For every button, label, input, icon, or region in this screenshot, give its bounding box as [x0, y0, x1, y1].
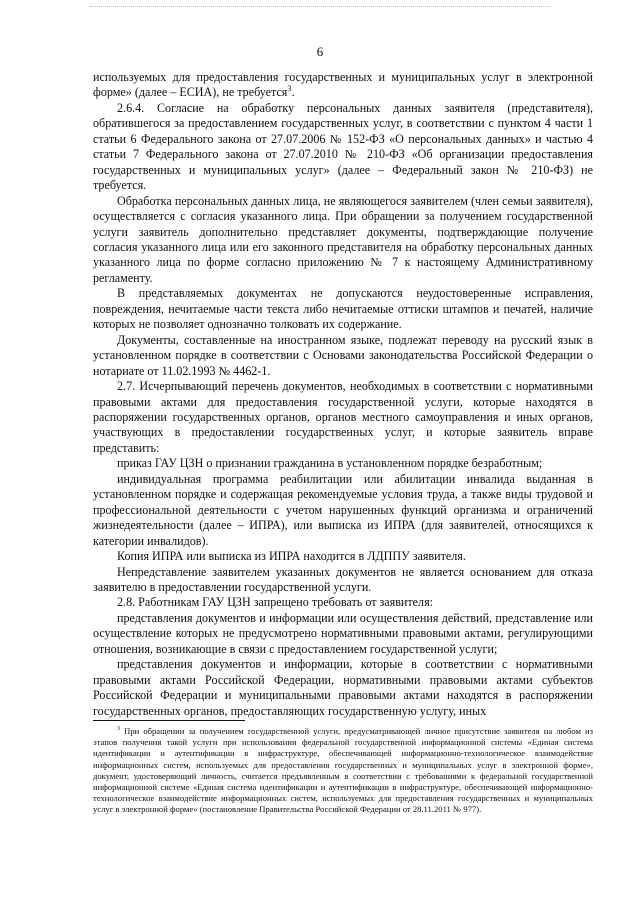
paragraph-11: 2.8. Работникам ГАУ ЦЗН запрещено требовать от заявителя:	[117, 595, 434, 610]
paragraph-7: приказ ГАУ ЦЗН о признании гражданина в установленном порядке безработным;	[117, 456, 543, 471]
footnote-marker: 3	[117, 726, 121, 733]
footnote-text: При обращении за получением государственной услуги, предусматривающей личное присутствие заявителя на любом из этапов получения такой услуги при использовании федеральной государственной информационной системы «Единая система идентификации и аутентификации в инфраструктуре, обеспечивающей информационно-технологическое взаимодействие информационных систем, используемых для предоставления государственных и муниципальных услуг в электронной форме», документ, удостоверяющий личность, считается предъявленным в соответствии с требованиями к федеральной государственной информационной системе «Единая система идентификации и аутентификации в инфраструктуре, обеспечивающей информационно-технологическое взаимодействие информационных систем, используемых для предоставления государственных и муниципальных услуг в электронной форме» (постановление Правительства Российской Федерации от 28.11.2011 № 977).	[93, 726, 593, 815]
paragraph-13: представления документов и информации, которые в соответствии с нормативными правовыми актами Российской Федерации, нормативными правовыми актами субъектов Российской Федерации и муниципальными правовыми актами находятся в распоряжении государственных органов, предоставляющих государственную услугу, иных	[93, 657, 593, 718]
paragraph-3: Обработка персональных данных лица, не являющегося заявителем (член семьи заявителя), осуществляется с согласия указанного лица. При обращении за получением государственной услуги заявитель дополнительно представляет документы, подтверждающие получение согласия указанного лица или его законного представителя на обработку персональных данных указанного лица по форме согласно приложению № 7 к настоящему Административному регламенту.	[93, 193, 593, 285]
paragraph-2: 2.6.4. Согласие на обработку персональных данных заявителя (представителя), обратившегося за предоставлением государственных услуг, в соответствии с пунктом 4 части 1 статьи 6 Федерального закона от 27.07.2006 № 152-ФЗ «О персональных данных» и частью 4 статьи 7 Федерального закона от 27.07.2010 № 210-ФЗ «Об организации предоставления государственных и муниципальных услуг» (далее – Федеральный закон № 210-ФЗ) не требуется.	[93, 100, 593, 193]
paragraph-9: Копия ИПРА или выписка из ИПРА находится в ЛДППУ заявителя.	[117, 549, 466, 564]
footnote-paragraph	[93, 726, 593, 816]
paragraph-5: Документы, составленные на иностранном языке, подлежат переводу на русский язык в установленном порядке в соответствии с Основами законодательства Российской Федерации о нотариате от 11.02.1993 № 4462-1.	[93, 332, 593, 378]
footnote-ref[interactable]: 3	[287, 83, 292, 94]
paragraph-4: В представляемых документах не допускаются неудостоверенные исправления, повреждения, нечитаемые части текста либо нечитаемые оттиски штампов и печатей, наличие которых не позволяет однозначно толковать их содержание.	[93, 286, 593, 332]
footnote	[93, 726, 593, 816]
paragraph-8: индивидуальная программа реабилитации или абилитации инвалида выданная в установленном порядке и содержащая рекомендуемые условия труда, а также виды трудовой и профессиональной деятельности с учетом нарушенных функций организма и ограничений жизнедеятельности (далее – ИПРА), или выписка из ИПРА (для заявителей, относящихся к категории инвалидов).	[93, 471, 593, 548]
paragraph-1-text: используемых для предоставления государственных и муниципальных услуг в электронной форме» (далее – ЕСИА), не требуется	[93, 70, 593, 100]
paragraph-12: представления документов и информации или осуществления действий, представление или осуществление которых не предусмотрено нормативными правовыми актами, регулирующими отношения, возникающие в связи с предоставлением государственной услуги;	[93, 610, 593, 656]
paragraph-1-tail: .	[291, 85, 295, 100]
page-number: 6	[316, 44, 324, 59]
paragraph-6: 2.7. Исчерпывающий перечень документов, необходимых в соответствии с нормативными правовыми актами для предоставления государственной услуги, которые находятся в распоряжении государственных органов, органов местного самоуправления и иных органов, участвующих в предоставлении государственных услуг, и которые заявитель вправе представить:	[93, 379, 593, 455]
paragraph-10: Непредставление заявителем указанных документов не является основанием для отказа заявителю в предоставлении государственной услуги.	[93, 564, 593, 594]
scan-edge-line	[90, 6, 550, 7]
paragraph-1	[93, 70, 593, 101]
document-body	[93, 70, 593, 719]
footnote-separator	[93, 720, 245, 721]
